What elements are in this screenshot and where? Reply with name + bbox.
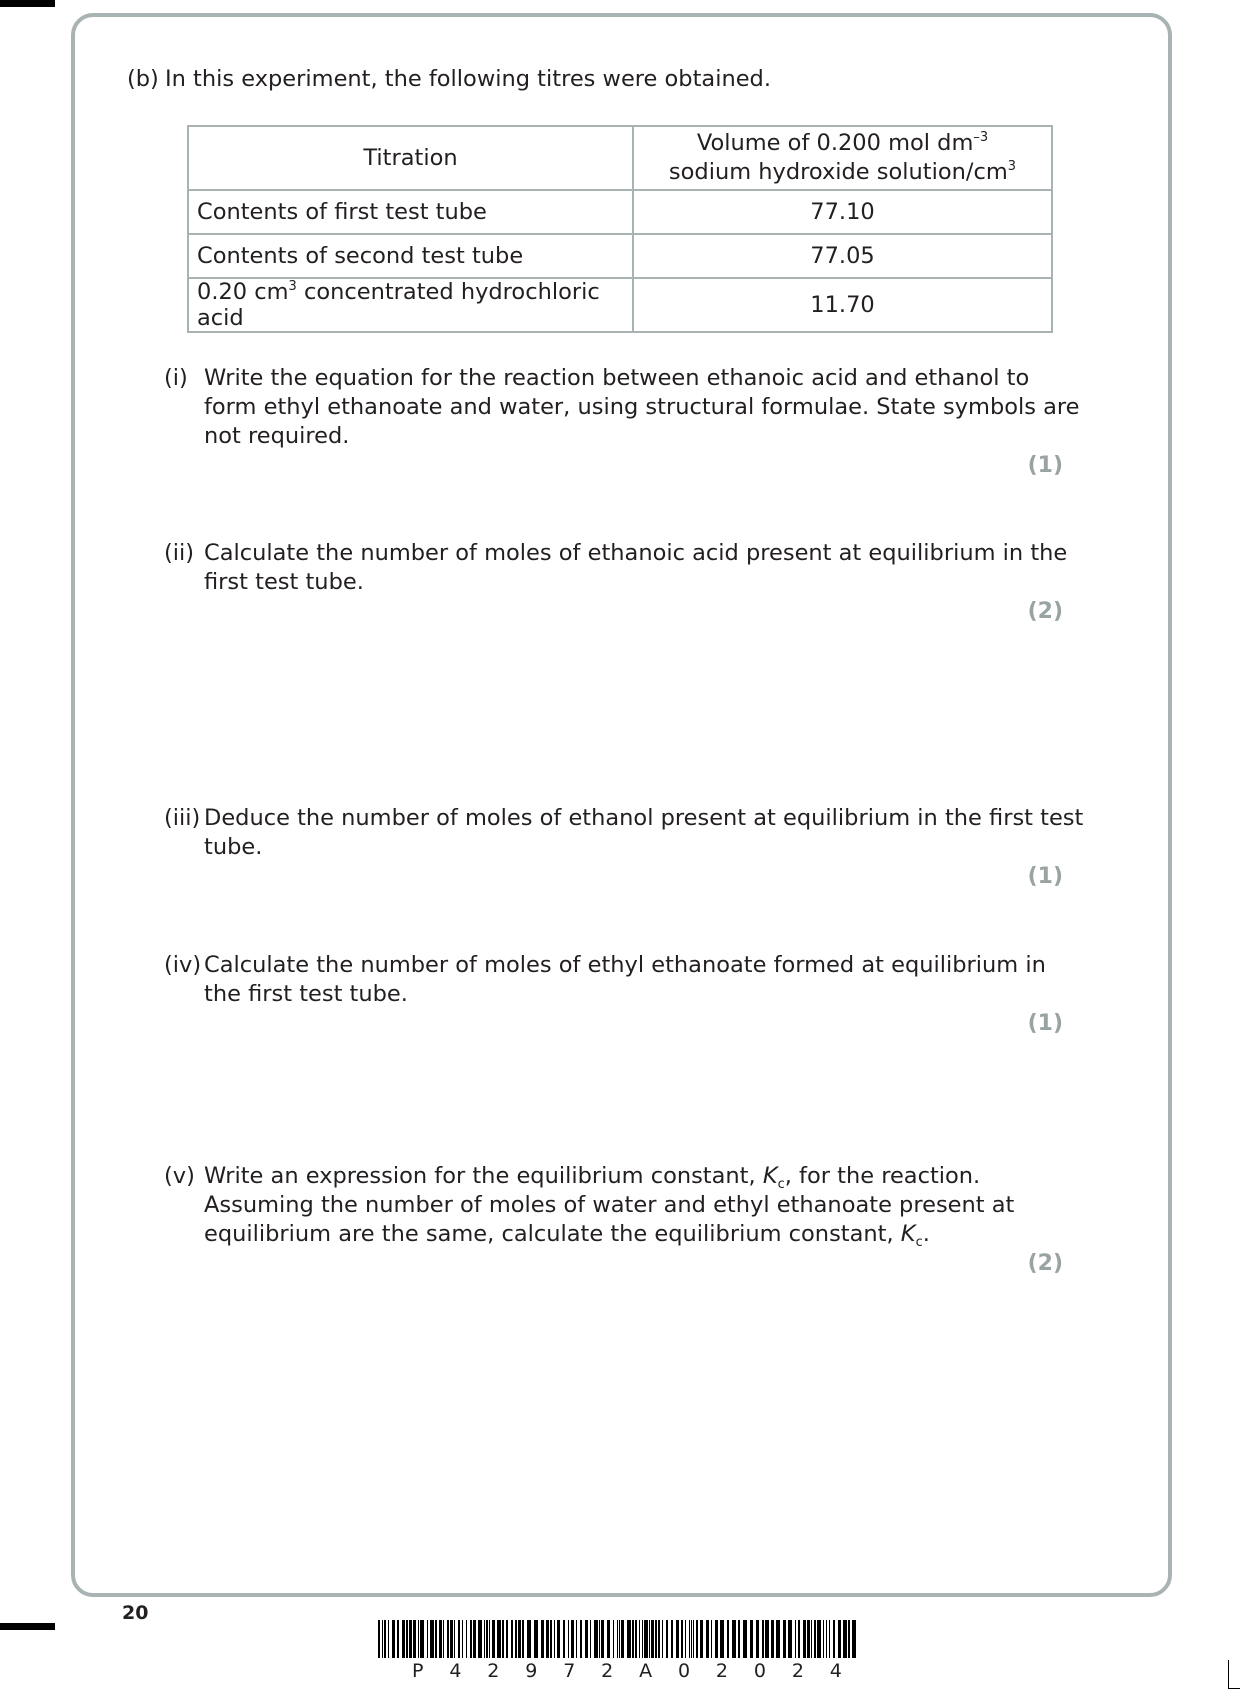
part-b-text: In this experiment, the following titres were obtained. — [165, 66, 771, 92]
barcode-bar — [563, 1620, 565, 1658]
question-v-label: (v) — [164, 1163, 195, 1189]
barcode-bar — [557, 1620, 560, 1658]
barcode-bar — [811, 1620, 812, 1658]
barcode-bar — [826, 1620, 827, 1658]
barcode-bar — [756, 1620, 759, 1658]
volume-cell: 77.05 — [633, 234, 1052, 278]
barcode-bar — [447, 1620, 449, 1658]
question-v-marks: (2) — [1027, 1251, 1063, 1276]
barcode-digit: 4 — [449, 1660, 462, 1682]
barcode-bar — [502, 1620, 504, 1658]
barcode-bar — [511, 1620, 513, 1658]
barcode-bar — [427, 1620, 428, 1658]
barcode-bar — [486, 1620, 488, 1658]
registration-mark-bottom — [0, 1623, 55, 1630]
barcode-bar — [541, 1620, 544, 1658]
barcode-bar — [384, 1620, 386, 1658]
barcode-bar — [642, 1620, 643, 1658]
barcode-bar — [515, 1620, 517, 1658]
table-header-row — [188, 126, 1052, 190]
barcode-bar — [420, 1620, 424, 1658]
barcode-digit: 2 — [715, 1660, 728, 1682]
barcode-bar — [658, 1620, 660, 1658]
barcode-digit: 4 — [829, 1660, 842, 1682]
question-iii-label: (iii) — [164, 805, 201, 831]
titration-cell-post: concentrated hydrochloric acid — [197, 279, 600, 331]
corner-crop-mark — [1228, 1660, 1240, 1689]
barcode-bar — [473, 1620, 476, 1658]
barcode-bar — [585, 1620, 588, 1658]
barcode-bar — [466, 1620, 467, 1658]
barcode-bar — [838, 1620, 841, 1658]
header-volume-line2: sodium hydroxide solution/cm — [668, 159, 1008, 185]
kc-symbol: K — [900, 1221, 916, 1247]
barcode-bar — [817, 1620, 821, 1658]
barcode-bar — [666, 1620, 668, 1658]
question-iii-marks: (1) — [1027, 864, 1063, 889]
barcode-bar — [676, 1620, 679, 1658]
question-v-line1 — [204, 1162, 980, 1191]
barcode-bar — [727, 1620, 729, 1658]
barcode-bar — [497, 1620, 501, 1658]
question-v-line3-pre: equilibrium are the same, calculate the equilibrium constant, — [204, 1221, 901, 1247]
barcode-bar — [470, 1620, 472, 1658]
barcode-bar — [594, 1620, 598, 1658]
barcode-bar — [617, 1620, 618, 1658]
question-ii-label: (ii) — [164, 540, 195, 566]
barcode-bar — [489, 1620, 490, 1658]
barcode-bar — [762, 1620, 764, 1658]
header-volume — [633, 126, 1052, 190]
barcode-bar — [833, 1620, 835, 1658]
barcode-bar — [843, 1620, 847, 1658]
barcode-bar — [649, 1620, 650, 1658]
barcode-bar — [580, 1620, 582, 1658]
barcode-bar — [691, 1620, 692, 1658]
barcode-bar — [706, 1620, 709, 1658]
barcode-bar — [765, 1620, 769, 1658]
barcode-digit: 9 — [525, 1660, 538, 1682]
question-i-marks: (1) — [1027, 453, 1063, 478]
question-v-line1-pre: Write an expression for the equilibrium constant, — [204, 1163, 763, 1189]
header-titration: Titration — [188, 126, 633, 190]
question-v-line3 — [204, 1220, 930, 1249]
barcode-bar — [554, 1620, 555, 1658]
part-b-label: (b) — [127, 66, 159, 92]
question-i-label: (i) — [164, 365, 188, 391]
barcode-bar — [492, 1620, 495, 1658]
barcode-bar — [546, 1620, 549, 1658]
barcode-bar — [454, 1620, 455, 1658]
barcode-bar — [382, 1620, 383, 1658]
barcode-bar — [738, 1620, 740, 1658]
barcode-bar — [776, 1620, 780, 1658]
barcode-bar — [651, 1620, 654, 1658]
kc-symbol: K — [762, 1163, 778, 1189]
kc-subscript: c — [777, 1177, 785, 1192]
barcode-bar — [402, 1620, 405, 1658]
header-volume-line2-sup: 3 — [1007, 159, 1017, 174]
question-ii-marks: (2) — [1027, 599, 1063, 624]
barcode-digit: 2 — [601, 1660, 614, 1682]
barcode-bar — [848, 1620, 850, 1658]
barcode-bar — [639, 1620, 640, 1658]
barcode-bar — [732, 1620, 736, 1658]
barcode-bar — [430, 1620, 434, 1658]
barcode-bar — [823, 1620, 824, 1658]
header-volume-line1-sup: –3 — [973, 130, 989, 145]
barcode-bar — [619, 1620, 620, 1658]
barcode-digits — [412, 1660, 842, 1682]
table-row — [188, 190, 1052, 234]
question-i-line2: form ethyl ethanoate and water, using structural formulae. State symbols are — [204, 394, 1080, 420]
barcode-bar — [711, 1620, 712, 1658]
barcode-bar — [478, 1620, 482, 1658]
barcode-bar — [720, 1620, 724, 1658]
question-i-line3: not required. — [204, 423, 350, 449]
barcode-bar — [462, 1620, 463, 1658]
barcode-bar — [388, 1620, 389, 1658]
barcode-bar — [689, 1620, 690, 1658]
barcode-bar — [409, 1620, 412, 1658]
barcode-bar — [771, 1620, 774, 1658]
registration-mark-top — [0, 0, 55, 7]
titration-cell: Contents of second test tube — [188, 234, 633, 278]
barcode-bar — [613, 1620, 614, 1658]
barcode-digit: A — [639, 1660, 653, 1682]
barcode-bar — [852, 1620, 856, 1658]
titration-cell-sup: 3 — [288, 279, 297, 294]
barcode-bar — [550, 1620, 552, 1658]
question-iv-line2: the first test tube. — [204, 981, 408, 1007]
barcode-bar — [795, 1620, 796, 1658]
question-iv-marks: (1) — [1027, 1011, 1063, 1036]
question-iii-line2: tube. — [204, 834, 263, 860]
header-volume-line1: Volume of 0.200 mol dm — [696, 130, 974, 156]
question-v-line1-post: , for the reaction. — [784, 1163, 981, 1189]
barcode-bar — [406, 1620, 408, 1658]
question-ii-line2: first test tube. — [204, 569, 364, 595]
barcode-bar — [534, 1620, 538, 1658]
barcode-digit: 2 — [487, 1660, 500, 1682]
barcode-bar — [632, 1620, 634, 1658]
barcode-bar — [700, 1620, 703, 1658]
barcode-digit: P — [412, 1660, 424, 1682]
barcode-bar — [506, 1620, 508, 1658]
titration-cell — [188, 278, 633, 332]
barcode-bar — [743, 1620, 747, 1658]
barcode-bar — [814, 1620, 816, 1658]
question-iii-line1: Deduce the number of moles of ethanol present at equilibrium in the first test — [204, 805, 1084, 831]
question-v-line2: Assuming the number of moles of water and ethyl ethanoate present at — [204, 1192, 1015, 1218]
barcode-bar — [635, 1620, 637, 1658]
barcode-bar — [413, 1620, 416, 1658]
barcode-bar — [450, 1620, 453, 1658]
question-ii-line1: Calculate the number of moles of ethanoic acid present at equilibrium in the — [204, 540, 1068, 566]
barcode-bar — [378, 1620, 380, 1658]
volume-cell: 77.10 — [633, 190, 1052, 234]
question-iv-line1: Calculate the number of moles of ethyl ethanoate formed at equilibrium in — [204, 952, 1046, 978]
barcode-bar — [715, 1620, 718, 1658]
barcode-bar — [750, 1620, 753, 1658]
barcode-bar — [484, 1620, 485, 1658]
volume-cell: 11.70 — [633, 278, 1052, 332]
barcode-bar — [798, 1620, 800, 1658]
barcode-bar — [644, 1620, 648, 1658]
barcode-bar — [418, 1620, 419, 1658]
barcode-bar — [571, 1620, 574, 1658]
table-row — [188, 234, 1052, 278]
barcode-bar — [599, 1620, 600, 1658]
barcode-digit: 0 — [677, 1660, 691, 1682]
barcode-bar — [696, 1620, 698, 1658]
barcode-bar — [788, 1620, 792, 1658]
barcode-bar — [807, 1620, 810, 1658]
barcode-bar — [518, 1620, 521, 1658]
barcode-bar — [527, 1620, 531, 1658]
barcode-bar — [607, 1620, 610, 1658]
barcode-graphic — [378, 1620, 860, 1658]
barcode-bar — [783, 1620, 786, 1658]
barcode-digit: 7 — [563, 1660, 576, 1682]
barcode-bar — [601, 1620, 604, 1658]
titration-cell-pre: 0.20 cm — [197, 279, 289, 305]
page-number: 20 — [122, 1602, 149, 1624]
barcode-bar — [662, 1620, 663, 1658]
barcode-bar — [671, 1620, 673, 1658]
barcode-bar — [803, 1620, 806, 1658]
kc-subscript: c — [915, 1235, 923, 1250]
barcode-bar — [693, 1620, 694, 1658]
barcode-bar — [392, 1620, 395, 1658]
barcode-bar — [621, 1620, 624, 1658]
barcode-bar — [655, 1620, 657, 1658]
barcode-bar — [443, 1620, 444, 1658]
barcode-digit: 2 — [791, 1660, 804, 1682]
barcode-bar — [681, 1620, 683, 1658]
titration-cell: Contents of first test tube — [188, 190, 633, 234]
barcode-bar — [522, 1620, 524, 1658]
barcode-bar — [458, 1620, 460, 1658]
question-v-line3-post: . — [922, 1221, 930, 1247]
question-i-line1: Write the equation for the reaction between ethanoic acid and ethanol to — [204, 365, 1030, 391]
barcode-bar — [439, 1620, 442, 1658]
barcode-bar — [435, 1620, 437, 1658]
barcode-bar — [397, 1620, 399, 1658]
question-iv-label: (iv) — [164, 952, 202, 978]
barcode-bar — [576, 1620, 577, 1658]
barcode-bar — [568, 1620, 569, 1658]
barcode-bar — [829, 1620, 830, 1658]
barcode-bar — [685, 1620, 686, 1658]
barcode-digit: 0 — [753, 1660, 766, 1682]
barcode-bar — [590, 1620, 591, 1658]
titres-table — [187, 125, 1053, 333]
barcode-bar — [627, 1620, 631, 1658]
table-row — [188, 278, 1052, 332]
